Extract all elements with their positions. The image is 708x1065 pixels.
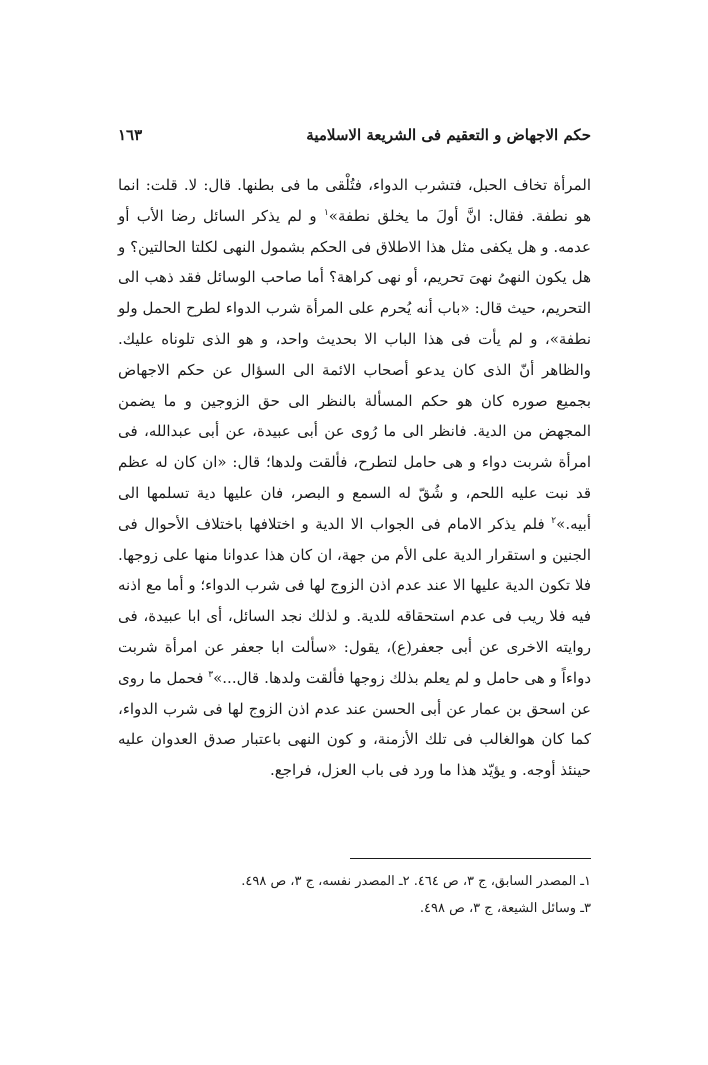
body-text-segment: و لم يذكر السائل رضا الأب أو عدمه. و هل يكفى مثل هذا الاطلاق فى الحكم بشمول النهى لكلتا الحالتين؟ و هل يكون النهىُ نهىَ تحريم، أو نهى كراهة؟ أما صاحب الوسائل فقد ذهب الى التحريم، حيث قال: «باب أنه يُحرم على المرأة شرب الدواء لطرح الحمل ولو نطفة»، و لم يأت فى هذا الباب الا بحديث واحد، و هو الذى تلوناه عليك. والظاهر أنّ الذى كان يدعو أصحاب الائمة الى السؤال عن حكم الاجهاض بجميع صوره كان هو حكم المسألة بالنظر الى حق الزوجين و ما يضمن المجهض من الدية. فانظر الى ما رُوى عن أبى عبيدة، عن أبى عبدالله، فى امرأة شربت دواء و هى حامل لتطرح، فألقت ولدها؛ قال: «ان كان له عظم قد نبت عليه اللحم، و شُقّ له السمع و البصر، فان عليها دية تسلمها الى أبيه.» xyxy=(118,206,592,533)
footnote-ref: ١ xyxy=(323,207,329,218)
page-number: ١٦٣ xyxy=(118,126,143,144)
footnotes xyxy=(118,868,591,922)
body-paragraph xyxy=(118,170,591,786)
footnote-line: ٣ـ وسائل الشيعة، ج ٣، ص ٤٩٨. xyxy=(419,901,591,916)
running-header xyxy=(118,126,591,148)
body-text-segment: فلم يذكر الامام فى الجواب الا الدية و اختلافها باختلاف الأحوال فى الجنين و استقرار الدية على الأم من جهة، ان كان هذا عدوانا منها على زوجها. فلا تكون الدية عليها الا عند عدم اذن الزوج لها فى شرب الدواء؛ و أما مع اذنه فيه فلا ريب فى عدم استحقاقه للدية. و لذلك نجد السائل، أى ابا عبيدة، فى روايته الاخرى عن أبى جعفر(ع)، يقول: «سألت ابا جعفر عن امرأة شربت دواءاً و هى حامل و لم يعلم بذلك زوجها فألقت ولدها. قال...» xyxy=(118,514,591,687)
footnote-line: ١ـ المصدر السابق، ج ٣، ص ٤٦٤. ٢ـ المصدر نفسه، ج ٣، ص ٤٩٨. xyxy=(241,874,591,889)
body-text-segment: المرأة تخاف الحبل، فتشرب الدواء، فتُلْقى ما فى بطنها. قال: لا. قلت: انما هو نطفة. فقال: انَّ أولَ ما يخلق نطفة» xyxy=(118,176,591,225)
footnote-ref: ٣ xyxy=(208,669,214,680)
body-text-segment: فحمل ما روى عن اسحق بن عمار عن أبى الحسن عند عدم اذن الزوج لها فى شرب الدواء، كما كان هوالغالب فى تلك الأزمنة، و كون النهى باعتبار صدق العدوان عليه حينئذ أوجه. و يؤيّد هذا ما ورد فى باب العزل، فراجع. xyxy=(118,668,591,780)
chapter-title: حكم الاجهاض و التعقيم فى الشريعة الاسلامية xyxy=(306,126,591,144)
footnote-ref: ٢ xyxy=(551,515,557,526)
footnote-separator xyxy=(350,858,591,859)
